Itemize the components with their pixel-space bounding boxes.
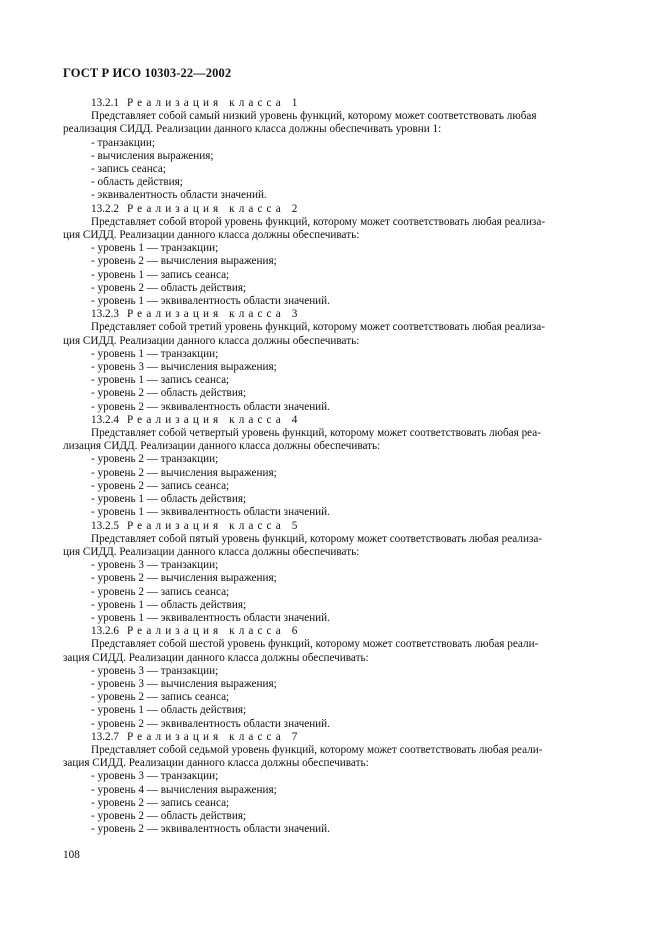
list-item: - уровень 3 — транзакции; xyxy=(91,559,219,572)
page-number: 108 xyxy=(63,849,80,861)
document-body xyxy=(63,97,599,836)
section-13-2-7 xyxy=(63,731,599,837)
list-item: - уровень 3 — вычисления выражения; xyxy=(91,677,277,690)
section-13-2-5 xyxy=(63,520,599,626)
list-item: - уровень 1 — запись сеанса; xyxy=(91,374,230,387)
list-item: - уровень 1 — эквивалентность области значений. xyxy=(91,295,330,308)
list-item: - уровень 1 — запись сеанса; xyxy=(91,268,230,281)
list-item: - уровень 2 — область действия; xyxy=(91,281,247,294)
paragraph-line: Представляет собой пятый уровень функций, которому может соответствовать любая реализа- xyxy=(91,532,543,545)
list-item: - уровень 2 — эквивалентность области значений. xyxy=(91,823,330,836)
section-13-2-6 xyxy=(63,625,599,731)
section-number: 13.2.3 xyxy=(91,308,119,321)
section-paragraph xyxy=(63,638,599,664)
paragraph-line: Представляет собой третий уровень функций, которому может соответствовать любая реализа- xyxy=(91,321,545,334)
list-item: - уровень 2 — эквивалентность области значений. xyxy=(91,717,330,730)
list-item: - уровень 3 — вычисления выражения; xyxy=(91,361,277,374)
requirements-list xyxy=(63,453,599,519)
section-paragraph xyxy=(63,427,599,453)
paragraph-line: Представляет собой седьмой уровень функций, которому может соответствовать любая реали- xyxy=(91,743,543,756)
paragraph-line: Представляет собой самый низкий уровень функций, которому может соответствовать любая xyxy=(91,110,537,123)
requirements-list xyxy=(63,348,599,414)
section-heading: Реализация класса 3 xyxy=(126,308,302,321)
list-item: - уровень 1 — транзакции; xyxy=(91,242,219,255)
section-number: 13.2.5 xyxy=(91,519,119,532)
section-paragraph xyxy=(63,110,599,136)
paragraph-line: зация СИДД. Реализации данного класса должны обеспечивать: xyxy=(63,651,369,664)
paragraph-line: Представляет собой второй уровень функций, которому может соответствовать любая реализа- xyxy=(91,215,546,228)
section-number: 13.2.6 xyxy=(91,625,119,638)
section-title xyxy=(63,203,599,216)
list-item: - уровень 1 — эквивалентность области значений. xyxy=(91,611,330,624)
section-13-2-3 xyxy=(63,308,599,414)
list-item: - уровень 2 — запись сеанса; xyxy=(91,585,230,598)
list-item: - уровень 2 — вычисления выражения; xyxy=(91,255,277,268)
section-heading: Реализация класса 7 xyxy=(126,730,302,743)
list-item: - уровень 2 — запись сеанса; xyxy=(91,796,230,809)
section-title xyxy=(63,414,599,427)
paragraph-line: лизация СИДД. Реализации данного класса должны обеспечивать: xyxy=(63,440,381,453)
list-item: - уровень 2 — область действия; xyxy=(91,809,247,822)
list-item: - транзакции; xyxy=(91,136,155,149)
section-paragraph xyxy=(63,216,599,242)
list-item: - уровень 3 — транзакции; xyxy=(91,664,219,677)
list-item: - уровень 1 — транзакции; xyxy=(91,347,219,360)
requirements-list xyxy=(63,559,599,625)
section-heading: Реализация класса 6 xyxy=(126,625,302,638)
paragraph-line: ция СИДД. Реализации данного класса должны обеспечивать: xyxy=(63,334,360,347)
list-item: - область действия; xyxy=(91,176,183,189)
list-item: - уровень 3 — транзакции; xyxy=(91,770,219,783)
section-13-2-1 xyxy=(63,97,599,203)
section-13-2-4 xyxy=(63,414,599,520)
requirements-list xyxy=(63,242,599,308)
section-paragraph xyxy=(63,744,599,770)
requirements-list xyxy=(63,665,599,731)
paragraph-line: ция СИДД. Реализации данного класса должны обеспечивать: xyxy=(63,229,360,242)
section-title xyxy=(63,731,599,744)
list-item: - уровень 2 — запись сеанса; xyxy=(91,479,230,492)
section-number: 13.2.2 xyxy=(91,202,119,215)
paragraph-line: Представляет собой шестой уровень функций, которому может соответствовать любая реали- xyxy=(91,638,539,651)
paragraph-line: реализация СИДД. Реализации данного класса должны обеспечивать уровни 1: xyxy=(63,123,442,136)
list-item: - эквивалентность области значений. xyxy=(91,189,267,202)
list-item: - уровень 2 — область действия; xyxy=(91,387,247,400)
section-title xyxy=(63,97,599,110)
paragraph-line: ция СИДД. Реализации данного класса должны обеспечивать: xyxy=(63,545,360,558)
list-item: - запись сеанса; xyxy=(91,163,166,176)
list-item: - уровень 1 — область действия; xyxy=(91,493,247,506)
section-heading: Реализация класса 5 xyxy=(126,519,302,532)
list-item: - уровень 1 — область действия; xyxy=(91,704,247,717)
list-item: - уровень 2 — транзакции; xyxy=(91,453,219,466)
requirements-list xyxy=(63,770,599,836)
section-heading: Реализация класса 2 xyxy=(126,202,302,215)
section-number: 13.2.7 xyxy=(91,730,119,743)
section-number: 13.2.1 xyxy=(91,97,119,109)
list-item: - уровень 2 — запись сеанса; xyxy=(91,691,230,704)
paragraph-line: зация СИДД. Реализации данного класса должны обеспечивать: xyxy=(63,757,369,770)
list-item: - уровень 4 — вычисления выражения; xyxy=(91,783,277,796)
list-item: - уровень 2 — вычисления выражения; xyxy=(91,466,277,479)
section-title xyxy=(63,520,599,533)
list-item: - уровень 2 — вычисления выражения; xyxy=(91,572,277,585)
list-item: - вычисления выражения; xyxy=(91,149,214,162)
section-paragraph xyxy=(63,533,599,559)
list-item: - уровень 1 — область действия; xyxy=(91,598,247,611)
section-title xyxy=(63,308,599,321)
list-item: - уровень 2 — эквивалентность области значений. xyxy=(91,400,330,413)
section-number: 13.2.4 xyxy=(91,413,119,426)
section-paragraph xyxy=(63,321,599,347)
paragraph-line: Представляет собой четвертый уровень функций, которому может соответствовать любая реа- xyxy=(91,427,541,440)
list-item: - уровень 1 — эквивалентность области значений. xyxy=(91,506,330,519)
section-13-2-2 xyxy=(63,203,599,309)
document-header: ГОСТ Р ИСО 10303-22—2002 xyxy=(63,66,232,80)
section-heading: Реализация класса 1 xyxy=(126,97,302,109)
section-title xyxy=(63,625,599,638)
requirements-list xyxy=(63,137,599,203)
section-heading: Реализация класса 4 xyxy=(126,413,302,426)
